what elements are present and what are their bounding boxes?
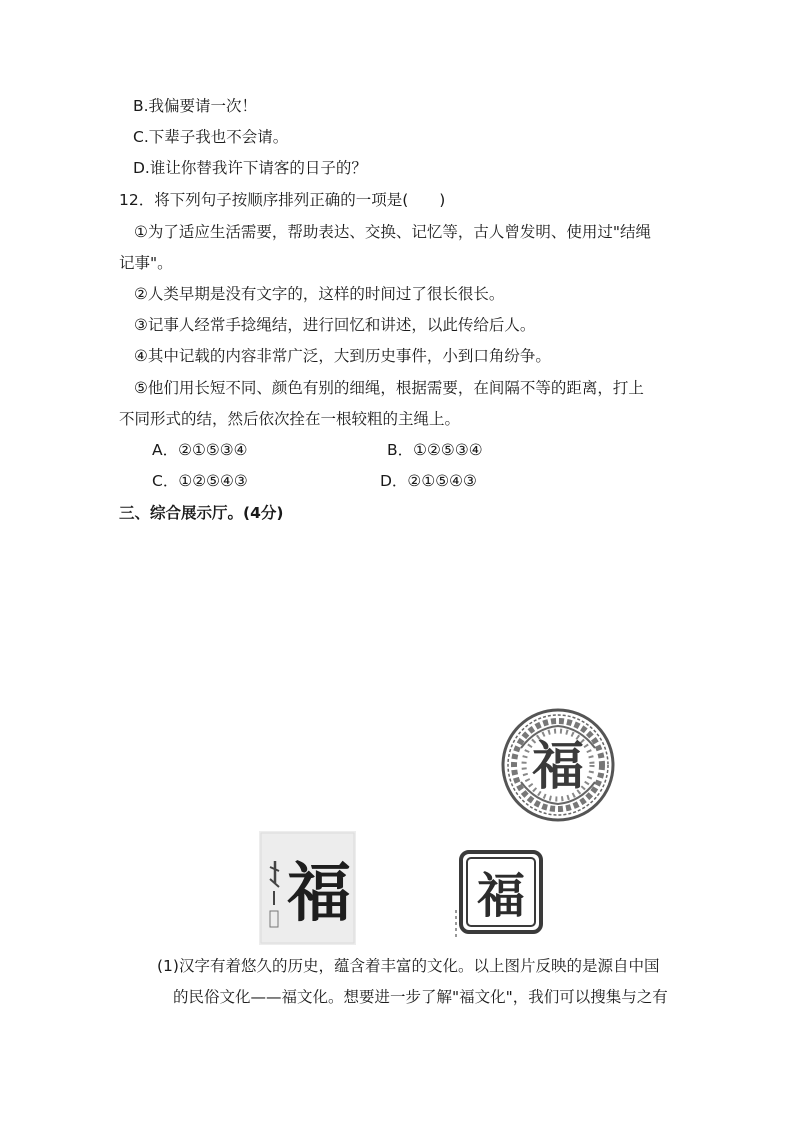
option-c: C.下辈子我也不会请。 bbox=[133, 128, 289, 146]
calligraphy-fu-char: 福 bbox=[287, 856, 351, 931]
sentence-2: ②人类早期是没有文字的，这样的时间过了很长很长。 bbox=[134, 285, 505, 303]
sentence-5-line-2: 不同形式的结，然后依次拴在一根较粗的主绳上。 bbox=[119, 410, 461, 428]
papercut-fu-image bbox=[501, 708, 615, 822]
sentence-4: ④其中记载的内容非常广泛，大到历史事件，小到口角纷争。 bbox=[134, 347, 551, 365]
calligraphy-fu-image bbox=[259, 831, 356, 945]
sentence-1-line-2: 记事"。 bbox=[119, 254, 173, 272]
question-12-stem: 12．将下列句子按顺序排列正确的一项是( ) bbox=[119, 191, 446, 209]
paragraph-line-1: (1)汉字有着悠久的历史，蕴含着丰富的文化。以上图片反映的是源自中国 bbox=[157, 957, 660, 975]
seal-fu-image bbox=[453, 848, 545, 944]
seal-fu-char: 福 bbox=[476, 868, 526, 924]
option-b: B．①②⑤③④ bbox=[387, 441, 483, 459]
section-3-title: 三、综合展示厅。(4分) bbox=[119, 504, 284, 522]
option-c: C．①②⑤④③ bbox=[152, 472, 248, 490]
sentence-5-line-1: ⑤他们用长短不同、颜色有别的细绳，根据需要，在间隔不等的距离，打上 bbox=[134, 379, 644, 397]
option-d: D．②①⑤④③ bbox=[380, 472, 477, 490]
papercut-fu-char: 福 bbox=[531, 736, 585, 797]
option-a: A．②①⑤③④ bbox=[152, 441, 248, 459]
option-d: D.谁让你替我许下请客的日子的？ bbox=[133, 159, 367, 177]
paragraph-line-2: 的民俗文化——福文化。想要进一步了解"福文化"，我们可以搜集与之有 bbox=[173, 988, 668, 1006]
option-b: B.我偏要请一次！ bbox=[133, 97, 258, 115]
sentence-3: ③记事人经常手捻绳结，进行回忆和讲述，以此传给后人。 bbox=[134, 316, 536, 334]
sentence-1-line-1: ①为了适应生活需要，帮助表达、交换、记忆等，古人曾发明、使用过"结绳 bbox=[134, 223, 652, 241]
